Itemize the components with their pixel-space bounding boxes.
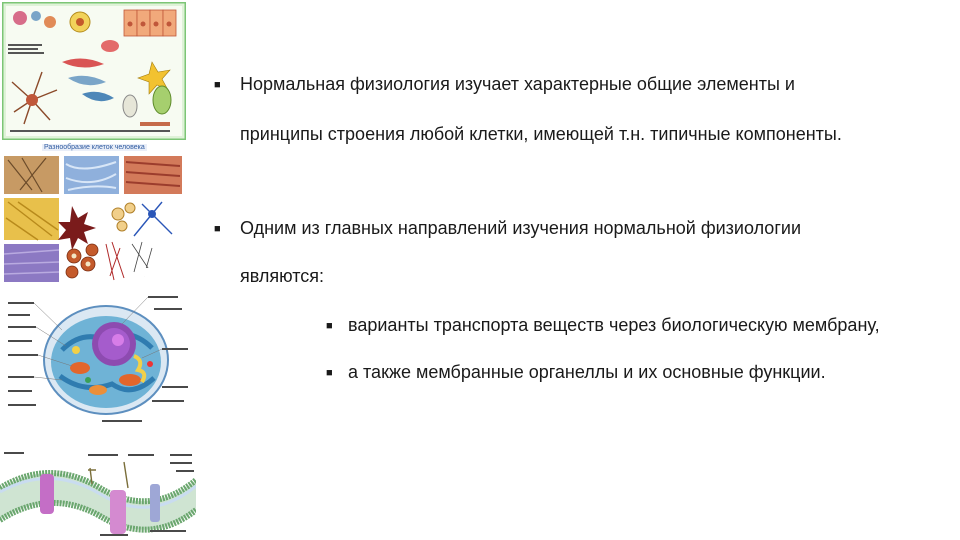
tissue-mosaic-illustration [2,144,186,284]
membrane-illustration [0,448,196,540]
bullet-1 [214,74,795,95]
subbullet-2 [326,362,826,383]
subbullet-2-text: а также мембранные органеллы и их основные функции. [348,362,826,382]
bullet-marker: ■ [214,223,221,235]
bullet-1-line2: принципы строения любой клетки, имеющей т.н. типичные компоненты. [240,124,842,144]
subbullet-marker: ■ [326,367,333,379]
subbullet-marker: ■ [326,320,333,332]
cell-structure-illustration [2,290,192,430]
subbullet-1-text: варианты транспорта веществ через биологическую мембрану, [348,315,880,335]
bullet-2-line2: являются: [240,266,325,286]
cell-types-illustration [2,2,186,140]
mosaic-caption: Разнообразие клеток человека [44,144,145,151]
bullet-2-line1: Одним из главных направлений изучения нормальной физиологии [240,218,801,238]
subbullet-1 [326,315,880,336]
bullet-marker: ■ [214,79,221,91]
bullet-2 [214,218,801,239]
bullet-1-line1: Нормальная физиология изучает характерные общие элементы и [240,74,795,94]
